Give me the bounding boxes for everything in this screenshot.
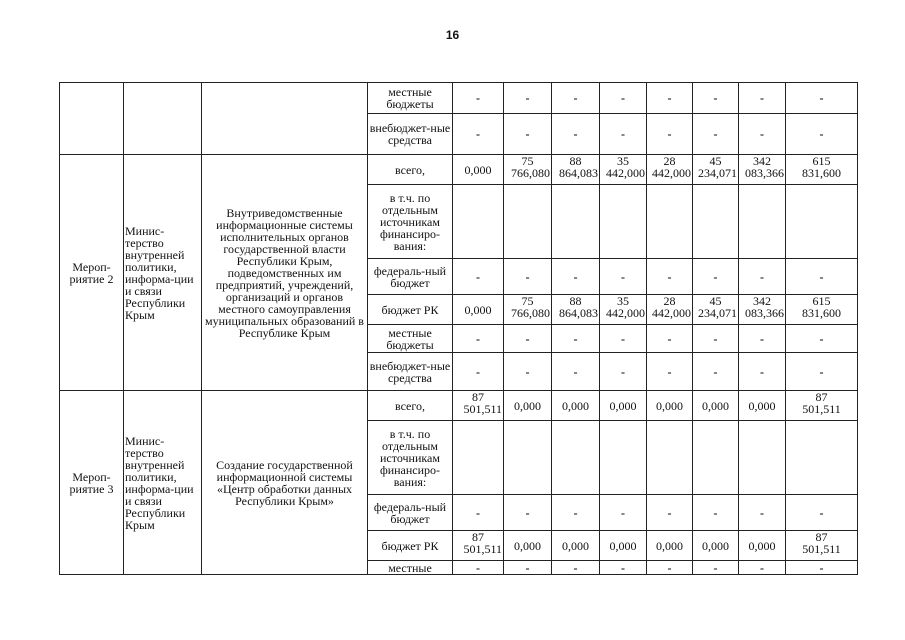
value-cell: - <box>786 259 858 295</box>
value-cell <box>739 421 786 495</box>
value-cell: 0,000 <box>600 391 647 421</box>
value-cell: - <box>600 83 647 114</box>
value-cell <box>739 295 786 325</box>
value-cell <box>552 185 600 259</box>
value-cell: 0,000 <box>739 391 786 421</box>
value-line: 35 <box>617 154 629 168</box>
value-cell <box>600 185 647 259</box>
value-cell <box>552 295 600 325</box>
value-cell: - <box>786 353 858 391</box>
value-cell: - <box>453 259 504 295</box>
value-line: 831,600 <box>802 306 841 320</box>
value-line: 442,000 <box>606 306 645 320</box>
measure-name: Мероп-риятие 3 <box>60 391 124 575</box>
value-line: 87 <box>815 390 828 404</box>
value-cell: 0,000 <box>504 391 552 421</box>
value-cell: - <box>647 353 693 391</box>
value-cell <box>453 391 504 421</box>
empty-cell <box>60 83 124 155</box>
source-cell: бюджет РК <box>368 295 453 325</box>
value-cell: - <box>504 353 552 391</box>
source-cell: федераль-ный бюджет <box>368 495 453 531</box>
source-cell: федераль-ный бюджет <box>368 259 453 295</box>
value-line: 28 <box>663 154 676 168</box>
value-line: 766,080 <box>511 166 550 180</box>
value-cell <box>786 391 858 421</box>
value-cell: - <box>453 325 504 353</box>
value-cell <box>600 295 647 325</box>
value-cell: - <box>647 114 693 155</box>
value-cell: - <box>453 353 504 391</box>
value-cell: 0,000 <box>693 531 739 561</box>
table-row <box>60 155 858 185</box>
value-line: 75 <box>521 294 534 308</box>
executor-cell: Минис-терство внутренней политики, информа-ции и связи Республики Крым <box>124 155 202 391</box>
value-cell: 0,000 <box>453 155 504 185</box>
value-line: 45 <box>709 294 722 308</box>
value-cell <box>647 155 693 185</box>
value-cell: - <box>739 495 786 531</box>
value-cell <box>453 185 504 259</box>
table-row <box>60 391 858 421</box>
value-cell <box>693 295 739 325</box>
value-line: 87 <box>472 530 484 544</box>
value-cell: - <box>453 561 504 575</box>
value-cell: - <box>693 325 739 353</box>
value-cell: - <box>693 114 739 155</box>
value-cell: - <box>600 114 647 155</box>
value-cell <box>693 421 739 495</box>
value-line: 87 <box>815 530 828 544</box>
value-cell: - <box>552 495 600 531</box>
source-cell: в т.ч. по отдельным источникам финансиро-вания: <box>368 421 453 495</box>
value-cell: - <box>647 83 693 114</box>
value-cell: - <box>739 114 786 155</box>
value-cell <box>647 421 693 495</box>
value-cell <box>786 155 858 185</box>
value-cell: - <box>600 259 647 295</box>
measure-description: Внутриведомственные информационные системы исполнительных органов государственной власти Республики Крым, подведомственных им предприятий, учреждений, организаций и органов местного самоуправления муниципальных образований в Республике Крым <box>202 155 368 391</box>
value-cell: - <box>552 83 600 114</box>
value-line: 35 <box>617 294 629 308</box>
value-cell: - <box>693 259 739 295</box>
source-cell: внебюджет-ные средства <box>368 353 453 391</box>
measure-name: Мероп-риятие 2 <box>60 155 124 391</box>
value-cell: 0,000 <box>504 531 552 561</box>
value-line: 45 <box>709 154 722 168</box>
value-cell <box>504 155 552 185</box>
value-cell: - <box>786 495 858 531</box>
table-row <box>60 83 858 114</box>
value-cell: - <box>504 325 552 353</box>
value-cell: - <box>647 325 693 353</box>
empty-cell <box>202 83 368 155</box>
value-line: 442,000 <box>606 166 645 180</box>
value-cell <box>600 421 647 495</box>
value-cell <box>786 531 858 561</box>
value-cell: - <box>693 495 739 531</box>
value-cell <box>739 185 786 259</box>
value-line: 501,511 <box>463 402 502 416</box>
value-line: 342 <box>753 294 771 308</box>
value-cell <box>786 185 858 259</box>
source-cell: внебюджет-ные средства <box>368 114 453 155</box>
value-cell: - <box>693 561 739 575</box>
page-number: 16 <box>445 28 460 42</box>
value-line: 615 <box>812 294 831 308</box>
value-cell: - <box>504 495 552 531</box>
value-cell: - <box>552 114 600 155</box>
value-cell: - <box>786 114 858 155</box>
source-cell: местные бюджеты <box>368 83 453 114</box>
value-cell: 0,000 <box>693 391 739 421</box>
value-cell: - <box>453 495 504 531</box>
source-cell: бюджет РК <box>368 531 453 561</box>
value-line: 615 <box>812 154 831 168</box>
value-cell: - <box>600 561 647 575</box>
value-line: 864,083 <box>559 166 598 180</box>
value-cell: - <box>504 259 552 295</box>
value-line: 75 <box>521 154 534 168</box>
value-line: 88 <box>569 154 582 168</box>
value-cell: - <box>600 495 647 531</box>
value-line: 234,071 <box>698 166 737 180</box>
value-cell <box>647 185 693 259</box>
value-cell: - <box>552 325 600 353</box>
source-cell: местные бюджеты <box>368 325 453 353</box>
value-cell <box>693 155 739 185</box>
value-line: 234,071 <box>698 306 737 320</box>
value-cell: 0,000 <box>552 531 600 561</box>
value-cell <box>552 155 600 185</box>
value-line: 083,366 <box>745 166 784 180</box>
value-cell <box>600 155 647 185</box>
value-line: 442,000 <box>652 166 691 180</box>
value-cell <box>786 421 858 495</box>
value-cell: - <box>786 83 858 114</box>
value-cell: - <box>600 353 647 391</box>
source-cell: в т.ч. по отдельным источникам финансиро-вания: <box>368 185 453 259</box>
source-cell: местные <box>368 561 453 575</box>
value-cell: - <box>504 561 552 575</box>
value-line: 342 <box>753 154 771 168</box>
value-cell: 0,000 <box>647 531 693 561</box>
value-cell <box>647 295 693 325</box>
value-cell: - <box>552 561 600 575</box>
value-cell: - <box>647 561 693 575</box>
value-cell: - <box>739 83 786 114</box>
value-cell: - <box>552 353 600 391</box>
value-cell: - <box>693 83 739 114</box>
value-cell <box>504 421 552 495</box>
value-cell: - <box>453 83 504 114</box>
value-cell: 0,000 <box>600 531 647 561</box>
value-cell: 0,000 <box>647 391 693 421</box>
value-cell: - <box>739 259 786 295</box>
empty-cell <box>124 83 202 155</box>
value-line: 501,511 <box>802 542 841 556</box>
value-cell <box>739 155 786 185</box>
value-line: 87 <box>472 390 484 404</box>
value-cell <box>504 185 552 259</box>
value-cell: - <box>504 114 552 155</box>
value-line: 501,511 <box>802 402 841 416</box>
value-cell <box>504 295 552 325</box>
value-line: 766,080 <box>511 306 550 320</box>
value-cell <box>453 531 504 561</box>
value-line: 864,083 <box>559 306 598 320</box>
value-line: 083,366 <box>745 306 784 320</box>
measure-description: Создание государственной информационной системы «Центр обработки данных Республики Крым» <box>202 391 368 575</box>
value-cell: - <box>647 495 693 531</box>
value-cell: - <box>739 325 786 353</box>
value-cell: - <box>739 353 786 391</box>
value-line: 28 <box>663 294 676 308</box>
value-line: 501,511 <box>463 542 502 556</box>
value-cell <box>693 185 739 259</box>
value-cell: 0,000 <box>552 391 600 421</box>
value-cell: - <box>693 353 739 391</box>
value-cell: - <box>739 561 786 575</box>
value-cell: - <box>600 325 647 353</box>
value-cell: - <box>504 83 552 114</box>
value-cell <box>552 421 600 495</box>
value-line: 88 <box>569 294 582 308</box>
value-cell <box>453 421 504 495</box>
budget-table <box>59 82 858 575</box>
source-cell: всего, <box>368 155 453 185</box>
value-cell: - <box>552 259 600 295</box>
value-line: 442,000 <box>652 306 691 320</box>
source-cell: всего, <box>368 391 453 421</box>
value-cell: 0,000 <box>739 531 786 561</box>
value-cell: - <box>786 561 858 575</box>
executor-cell: Минис-терство внутренней политики, информа-ции и связи Республики Крым <box>124 391 202 575</box>
value-cell: - <box>786 325 858 353</box>
value-cell <box>786 295 858 325</box>
value-cell: - <box>453 114 504 155</box>
value-line: 831,600 <box>802 166 841 180</box>
value-cell: - <box>647 259 693 295</box>
value-cell: 0,000 <box>453 295 504 325</box>
